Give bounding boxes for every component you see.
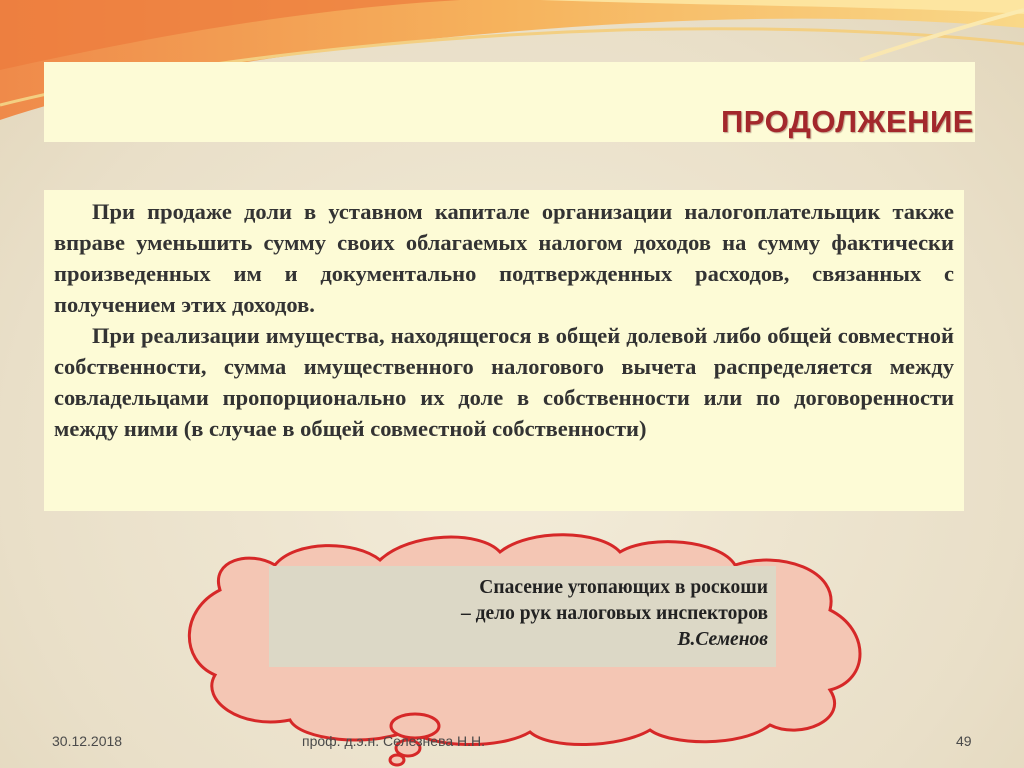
slide-title: ПРОДОЛЖЕНИЕ [721, 104, 974, 139]
page-number: 49 [956, 733, 972, 749]
paragraph-1: При продаже доли в уставном капитале организации налогоплательщик также вправе уменьшить сумму своих облагаемых налогом доходов на сумму фактически произведенных им и документально подтвержденных расходов, связанных с получением этих доходов. [54, 199, 954, 317]
epigraph-quote [300, 575, 768, 653]
paragraph-2: При реализации имущества, находящегося в общей долевой либо общей совместной собственности, сумма имущественного налогового вычета распределяется между совладельцами пропорционально их доле в собственности или по договоренности между ними (в случае в общей совместной собственности) [54, 323, 954, 441]
quote-line-1: Спасение утопающих в роскоши [479, 577, 768, 598]
quote-line-2: – дело рук налоговых инспекторов [461, 603, 768, 624]
footer-date: 30.12.2018 [52, 733, 123, 749]
body-text [54, 196, 954, 444]
quote-author: В.Семенов [677, 629, 768, 650]
footer-author: проф. д.э.н. Селезнева Н.Н. [302, 733, 486, 749]
